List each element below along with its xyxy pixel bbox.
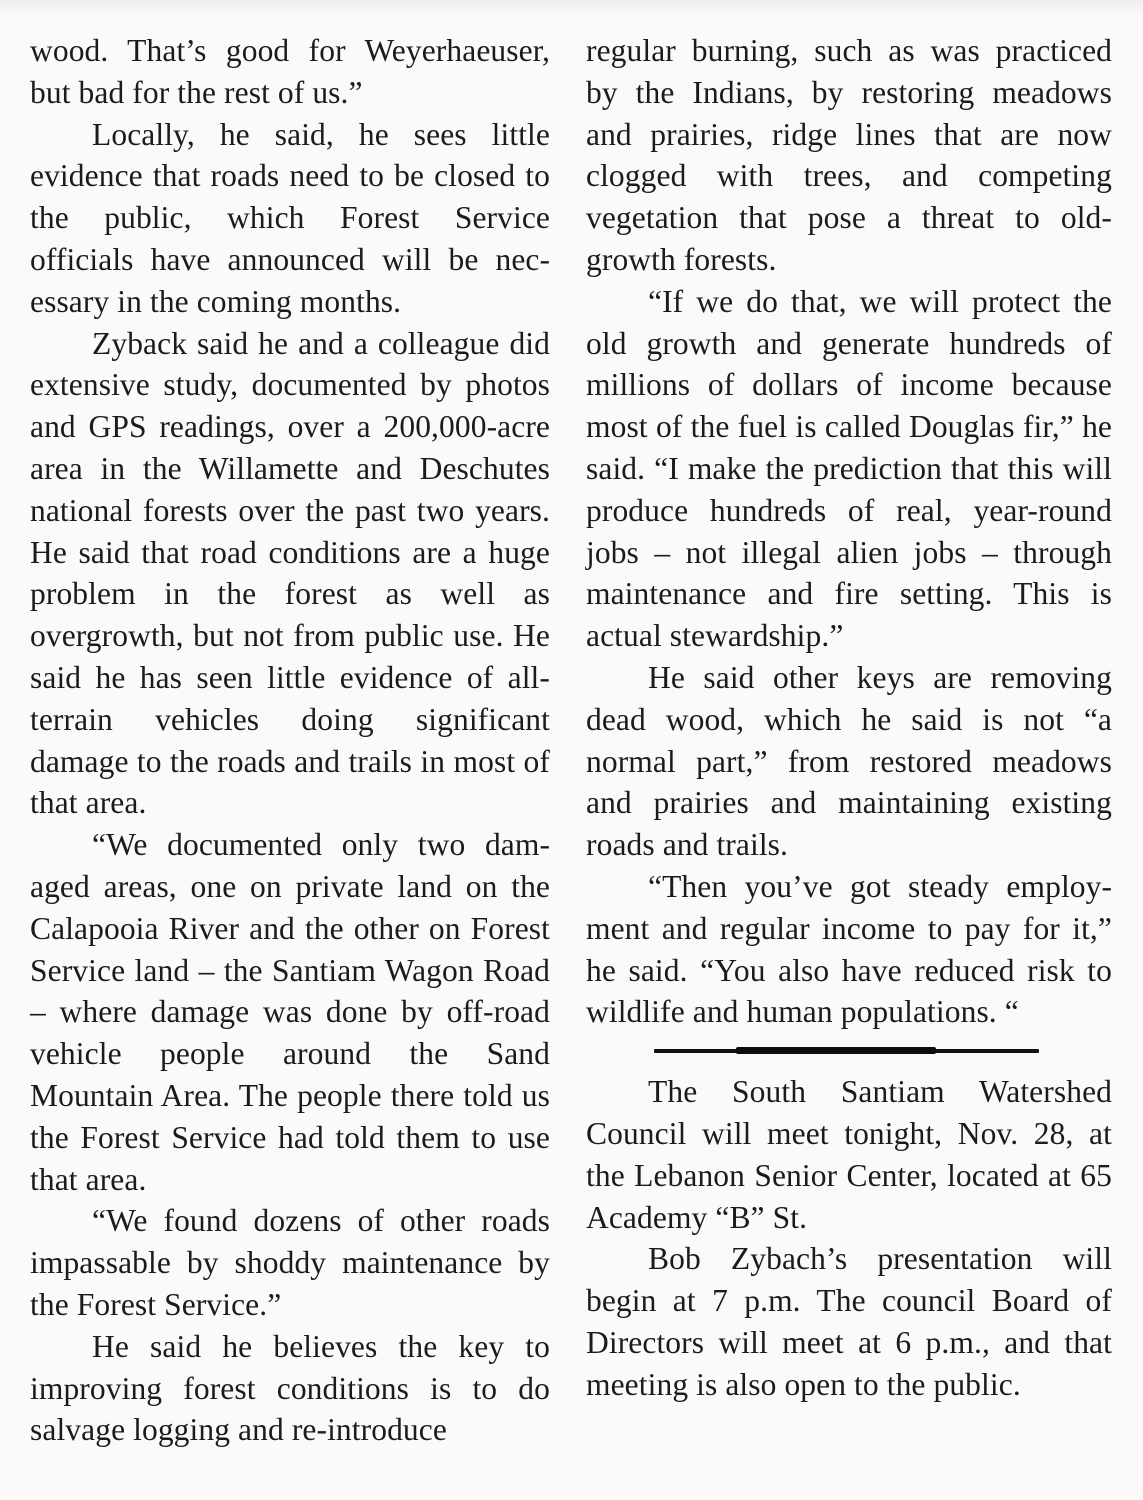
notice-paragraph: The South Santiam Watershed Council will meet tonight, Nov. 28, at the Lebanon Senior Center, located at 65 Academy “B” St. <box>586 1074 1112 1235</box>
article-paragraph: “We found dozens of other roads impassable by shoddy maintenance by the Forest Service.” <box>30 1203 550 1322</box>
article-paragraph: Zyback said he and a colleague did extensive study, documented by photos and GPS readings, over a 200,000-acre area in the Willamette and Deschutes national forests over the past two years. He said that road conditions are a huge problem in the forest as well as overgrowth, but not from public use. He said he has seen little evidence of all-terrain vehicles doing significant damage to the roads and trails in most of that area. <box>30 325 550 821</box>
article-paragraph: wood. That’s good for Weyerhaeuser, but bad for the rest of us.” <box>30 33 550 110</box>
article-paragraph: Locally, he said, he sees little evidence that roads need to be closed to the public, which Forest Service officials have announced will be necessary in the coming months. <box>30 116 550 319</box>
right-column <box>586 30 1112 1406</box>
divider-line-thick <box>736 1047 936 1054</box>
article-paragraph: He said other keys are removing dead wood, which he said is not “a normal part,” from restored meadows and prairies and maintaining existing roads and trails. <box>586 659 1112 863</box>
article-paragraph: “If we do that, we will protect the old growth and generate hundreds of millions of dollars of income because most of the fuel is called Douglas fir,” he said. “I make the prediction that this will produce hundreds of real, year-round jobs – not illegal alien jobs – through maintenance and fire setting. This is actual stewardship.” <box>586 283 1112 654</box>
meeting-notice <box>586 1071 1112 1405</box>
article-paragraph: He said he believes the key to improving forest conditions is to do salvage logging and re-introduce <box>30 1328 550 1448</box>
article-paragraph: “Then you’ve got steady employment and regular income to pay for it,” he said. “You also have reduced risk to wildlife and human populations. “ <box>586 868 1112 1030</box>
section-divider-rule <box>586 1037 1112 1063</box>
scan-edge-shadow <box>0 0 1143 18</box>
article-paragraph: “We documented only two damaged areas, one on private land on the Calapooia River and the other on Forest Service land – the Santiam Wagon Road – where damage was done by off-road vehicle people around the Sand Mountain Area. The people there told us the Forest Service had told them to use that area. <box>30 827 550 1197</box>
left-column <box>30 30 550 1451</box>
notice-paragraph: Bob Zybach’s presentation will begin at 7 p.m. The council Board of Directors will meet at 6 p.m., and that meeting is also open to the public. <box>586 1241 1112 1402</box>
article-paragraph: regular burning, such as was practiced by the Indians, by restoring meadows and prairies, ridge lines that are now clogged with trees, and competing vegetation that pose a threat to old-growth forests. <box>586 33 1112 277</box>
